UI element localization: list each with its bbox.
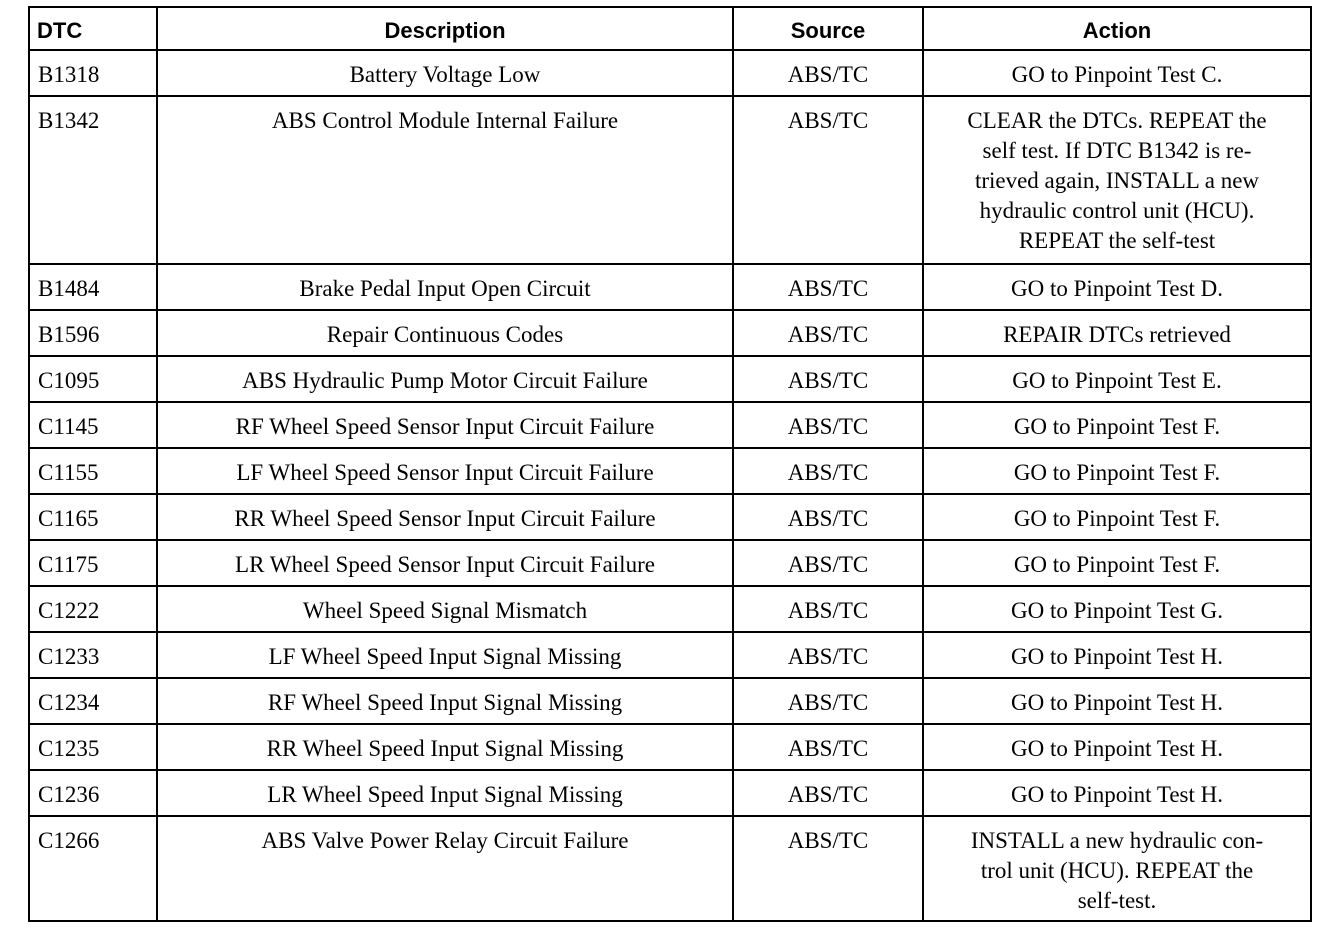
dtc-table-wrapper	[28, 6, 1310, 922]
header-description: Description	[157, 7, 733, 50]
table-row	[29, 678, 1311, 724]
source-cell: ABS/TC	[733, 724, 923, 770]
dtc-code-cell: C1222	[29, 586, 157, 632]
dtc-table	[28, 6, 1312, 922]
source-cell: ABS/TC	[733, 402, 923, 448]
dtc-code-cell: B1342	[29, 96, 157, 264]
header-dtc: DTC	[29, 7, 157, 50]
description-cell: LR Wheel Speed Input Signal Missing	[157, 770, 733, 816]
description-cell: Wheel Speed Signal Mismatch	[157, 586, 733, 632]
source-cell: ABS/TC	[733, 770, 923, 816]
source-cell: ABS/TC	[733, 310, 923, 356]
table-row	[29, 816, 1311, 921]
dtc-code-cell: B1318	[29, 50, 157, 96]
action-cell: GO to Pinpoint Test F.	[923, 494, 1311, 540]
source-cell: ABS/TC	[733, 540, 923, 586]
description-cell: RR Wheel Speed Sensor Input Circuit Failure	[157, 494, 733, 540]
dtc-code-cell: C1145	[29, 402, 157, 448]
table-row	[29, 50, 1311, 96]
action-cell: INSTALL a new hydraulic con- trol unit (HCU). REPEAT the self-test.	[923, 816, 1311, 921]
table-row	[29, 586, 1311, 632]
action-cell: REPAIR DTCs retrieved	[923, 310, 1311, 356]
action-cell: GO to Pinpoint Test F.	[923, 448, 1311, 494]
source-cell: ABS/TC	[733, 678, 923, 724]
action-cell: GO to Pinpoint Test F.	[923, 540, 1311, 586]
dtc-code-cell: C1236	[29, 770, 157, 816]
action-cell: GO to Pinpoint Test H.	[923, 724, 1311, 770]
description-cell: LR Wheel Speed Sensor Input Circuit Failure	[157, 540, 733, 586]
action-cell: GO to Pinpoint Test F.	[923, 402, 1311, 448]
dtc-code-cell: B1484	[29, 264, 157, 310]
table-row	[29, 724, 1311, 770]
dtc-code-cell: C1235	[29, 724, 157, 770]
description-cell: LF Wheel Speed Input Signal Missing	[157, 632, 733, 678]
table-row	[29, 770, 1311, 816]
source-cell: ABS/TC	[733, 96, 923, 264]
description-cell: ABS Valve Power Relay Circuit Failure	[157, 816, 733, 921]
dtc-code-cell: B1596	[29, 310, 157, 356]
description-cell: Repair Continuous Codes	[157, 310, 733, 356]
table-row	[29, 310, 1311, 356]
description-cell: ABS Control Module Internal Failure	[157, 96, 733, 264]
dtc-code-cell: C1165	[29, 494, 157, 540]
table-row	[29, 264, 1311, 310]
description-cell: Battery Voltage Low	[157, 50, 733, 96]
table-row	[29, 96, 1311, 264]
description-cell: LF Wheel Speed Sensor Input Circuit Failure	[157, 448, 733, 494]
source-cell: ABS/TC	[733, 586, 923, 632]
dtc-code-cell: C1175	[29, 540, 157, 586]
description-cell: Brake Pedal Input Open Circuit	[157, 264, 733, 310]
action-cell: GO to Pinpoint Test D.	[923, 264, 1311, 310]
table-row	[29, 402, 1311, 448]
dtc-code-cell: C1234	[29, 678, 157, 724]
action-cell: GO to Pinpoint Test G.	[923, 586, 1311, 632]
source-cell: ABS/TC	[733, 494, 923, 540]
action-cell: GO to Pinpoint Test H.	[923, 678, 1311, 724]
action-cell: GO to Pinpoint Test E.	[923, 356, 1311, 402]
action-cell: GO to Pinpoint Test H.	[923, 770, 1311, 816]
source-cell: ABS/TC	[733, 816, 923, 921]
source-cell: ABS/TC	[733, 50, 923, 96]
table-row	[29, 448, 1311, 494]
source-cell: ABS/TC	[733, 356, 923, 402]
dtc-code-cell: C1233	[29, 632, 157, 678]
action-cell: GO to Pinpoint Test H.	[923, 632, 1311, 678]
action-cell: GO to Pinpoint Test C.	[923, 50, 1311, 96]
table-row	[29, 356, 1311, 402]
header-source: Source	[733, 7, 923, 50]
dtc-code-cell: C1155	[29, 448, 157, 494]
source-cell: ABS/TC	[733, 264, 923, 310]
table-row	[29, 494, 1311, 540]
action-cell: CLEAR the DTCs. REPEAT the self test. If DTC B1342 is re- trieved again, INSTALL a new hydraulic control unit (HCU). REPEAT the self-test	[923, 96, 1311, 264]
description-cell: RR Wheel Speed Input Signal Missing	[157, 724, 733, 770]
description-cell: RF Wheel Speed Sensor Input Circuit Failure	[157, 402, 733, 448]
table-header-row	[29, 7, 1311, 50]
table-row	[29, 540, 1311, 586]
description-cell: ABS Hydraulic Pump Motor Circuit Failure	[157, 356, 733, 402]
source-cell: ABS/TC	[733, 632, 923, 678]
source-cell: ABS/TC	[733, 448, 923, 494]
table-row	[29, 632, 1311, 678]
dtc-code-cell: C1095	[29, 356, 157, 402]
header-action: Action	[923, 7, 1311, 50]
dtc-code-cell: C1266	[29, 816, 157, 921]
description-cell: RF Wheel Speed Input Signal Missing	[157, 678, 733, 724]
